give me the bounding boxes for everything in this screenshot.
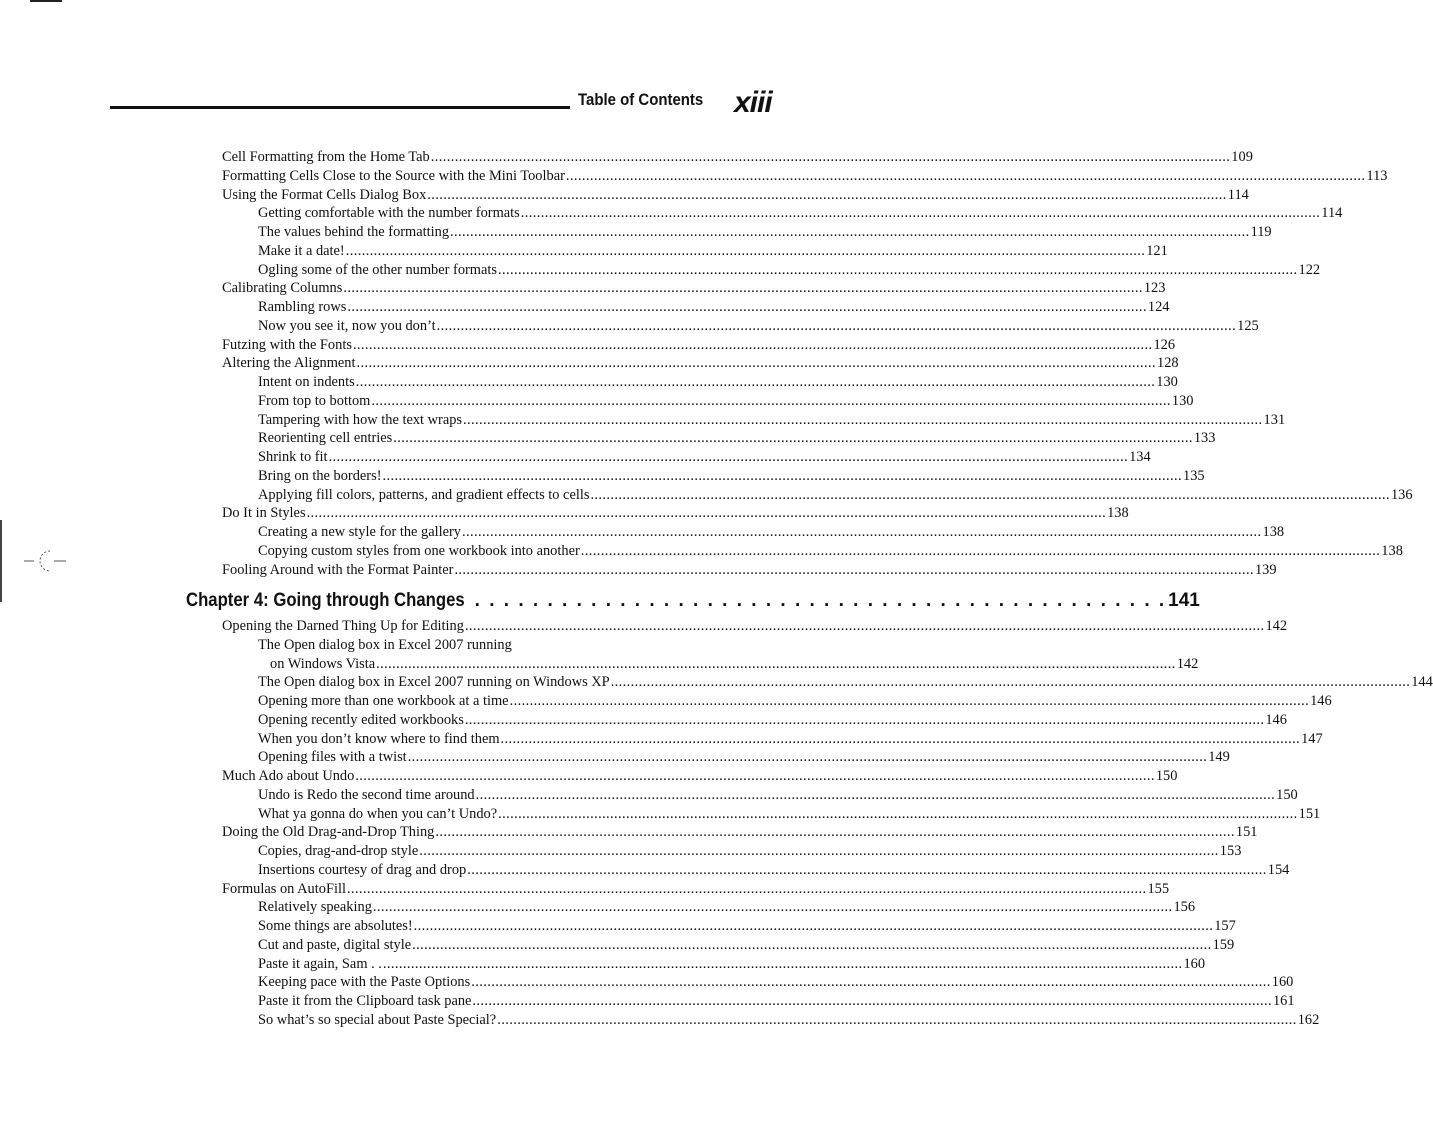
- toc-entry-title: Formatting Cells Close to the Source with the Mini Toolbar: [222, 167, 565, 184]
- toc-entry: [258, 730, 1323, 749]
- toc-entry-title: Doing the Old Drag-and-Drop Thing: [222, 824, 435, 841]
- toc-entry-page: 130: [1156, 374, 1178, 390]
- toc-entry-title: Ogling some of the other number formats: [258, 261, 497, 278]
- toc-entry-title: When you don’t know where to find them: [258, 730, 500, 747]
- toc-entry-page: 114: [1321, 205, 1343, 222]
- toc-entry: [258, 298, 1170, 317]
- leader-dots: ........................................................................................................................................................................................................: [565, 167, 1366, 184]
- toc-entry-title: Getting comfortable with the number formats: [258, 205, 520, 222]
- toc-entry: [222, 823, 1258, 842]
- leader-dots: ........................................................................................................................................................................................................: [343, 280, 1143, 297]
- toc-entry-title: Creating a new style for the gallery: [258, 524, 461, 540]
- toc-entry: [258, 223, 1272, 242]
- registration-mark-icon: [24, 548, 66, 574]
- toc-entry-page: 150: [1276, 786, 1298, 803]
- leader-dots: ........................................................................................................................................................................................................: [345, 242, 1146, 259]
- toc-entry-page: 135: [1183, 467, 1205, 484]
- toc-entry: [258, 429, 1216, 448]
- toc-entry-page: 153: [1219, 843, 1242, 859]
- toc-entry-title: So what’s so special about Paste Special?: [258, 1011, 497, 1028]
- toc-entry: [258, 317, 1259, 336]
- toc-entry-page: 155: [1147, 880, 1170, 897]
- toc-entry-title: Some things are absolutes!: [258, 918, 413, 934]
- leader-dots: ........................................................................................................................................................................................................: [382, 955, 1183, 972]
- toc-entry-page: 146: [1310, 693, 1332, 709]
- toc-entry-title: Applying fill colors, patterns, and gradient effects to cells: [258, 486, 590, 503]
- leader-dots: ........................................................................................................................................................................................................: [464, 711, 1265, 728]
- chapter-heading: [186, 588, 1200, 614]
- leader-dots: ........................................................................................................................................................................................................: [464, 618, 1265, 634]
- page-number: xiii: [734, 86, 772, 119]
- leader-dots: ........................................................................................................................................................................................................: [498, 261, 1298, 278]
- toc-entry-title: Formulas on AutoFill: [222, 880, 346, 897]
- leader-dots: ........................................................................................................................................................................................................: [413, 918, 1214, 934]
- toc-entry-title: Relatively speaking: [258, 899, 372, 916]
- toc-entry: [258, 1011, 1320, 1030]
- toc-entry: [222, 354, 1179, 373]
- toc-entry-page: 122: [1298, 261, 1321, 278]
- toc-entry: [222, 148, 1253, 167]
- toc-entry-page: 146: [1265, 711, 1287, 728]
- toc-entry-title: Now you see it, now you don’t: [258, 317, 436, 334]
- leader-dots: ........................................................................................................................................................................................................: [610, 674, 1411, 691]
- toc-entry-page: 162: [1297, 1011, 1320, 1028]
- toc-entry-page: 139: [1254, 561, 1277, 578]
- leader-dots: ........................................................................................................................................................................................................: [450, 224, 1250, 240]
- leader-dots: ........................................................................................................................................................................................................: [419, 843, 1219, 859]
- leader-dots: ........................................................................................................................................................................................................: [376, 655, 1176, 672]
- leader-dots: ........................................................................................................................................................................................................: [471, 974, 1271, 991]
- toc-entry: [270, 655, 1199, 674]
- toc-entry-page: 113: [1366, 167, 1388, 184]
- toc-entry: [258, 448, 1151, 467]
- leader-dots: ........................................................................................................................................................................................................: [436, 317, 1237, 334]
- toc-entry: [258, 242, 1168, 261]
- toc-entry: [258, 992, 1295, 1011]
- toc-entry-page: 151: [1298, 805, 1321, 822]
- toc-entry-title: Paste it from the Clipboard task pane: [258, 993, 472, 1009]
- toc-entry-page: 136: [1390, 486, 1413, 503]
- toc-entry-title: Opening recently edited workbooks: [258, 711, 464, 728]
- toc-entry: [258, 917, 1236, 936]
- toc-entry-page: 144: [1411, 674, 1433, 691]
- leader-dots: ........................................................................................................................................................................................................: [427, 186, 1227, 203]
- toc-entry: [222, 561, 1277, 580]
- toc-entry-page: 159: [1212, 936, 1235, 953]
- toc-entry-page: 149: [1208, 749, 1230, 766]
- toc-entry: [258, 542, 1403, 561]
- leader-dots: ........................................................................................................................................................................................................: [509, 693, 1310, 709]
- toc-entry-title: Opening the Darned Thing Up for Editing: [222, 618, 464, 634]
- toc-entry-title: Paste it again, Sam . .: [258, 955, 382, 972]
- toc-entry-title: Cut and paste, digital style: [258, 936, 412, 953]
- leader-dots: ........................................................................................................................................................................................................: [462, 524, 1262, 540]
- toc-entry-title: Fooling Around with the Format Painter: [222, 561, 454, 578]
- toc-entry: [258, 692, 1332, 711]
- leader-dots: ........................................................................................................................................................................................................: [520, 205, 1321, 222]
- toc-entry: [258, 861, 1290, 880]
- toc-entry-page: 134: [1129, 449, 1151, 465]
- leader-dots: ........................................................................................................................................................................................................: [467, 861, 1267, 878]
- leader-dots: ........................................................................................................................................................................................................: [352, 336, 1153, 353]
- running-header-title: Table of Contents: [578, 90, 704, 109]
- toc-entry: [222, 279, 1166, 298]
- leader-dots: ........................................................................................................................................................................................................: [580, 542, 1381, 559]
- toc-entry-title: Opening files with a twist: [258, 749, 407, 766]
- toc-entry-title: Copies, drag-and-drop style: [258, 843, 419, 859]
- leader-dots: . . . . . . . . . . . . . . . . . . . . . . . . . . . . . . . . . . . . . . . . . . . . . . . .: [474, 590, 1167, 611]
- toc-entry-title: Bring on the borders!: [258, 467, 382, 484]
- leader-dots: ........................................................................................................................................................................................................: [355, 374, 1156, 390]
- toc-entry: [222, 186, 1249, 205]
- toc-entry-page: 161: [1272, 993, 1295, 1009]
- toc-entry: [258, 467, 1205, 486]
- toc-entry-page: 147: [1301, 730, 1323, 747]
- toc-entry-title: Insertions courtesy of drag and drop: [258, 861, 467, 878]
- toc-entry-page: 123: [1143, 280, 1166, 297]
- leader-dots: ........................................................................................................................................................................................................: [435, 824, 1235, 841]
- toc-entry: [258, 786, 1298, 805]
- toc-entry: [258, 204, 1343, 223]
- toc-entry-page: 138: [1262, 524, 1285, 540]
- toc-entry-title: The Open dialog box in Excel 2007 running: [258, 636, 512, 653]
- toc-entry-title: Keeping pace with the Paste Options: [258, 974, 471, 991]
- toc-entry-title: What ya gonna do when you can’t Undo?: [258, 805, 498, 822]
- toc-entry-title: Shrink to fit: [258, 449, 328, 465]
- toc-entry-title: on Windows Vista: [270, 655, 376, 672]
- toc-entry: [258, 936, 1235, 955]
- toc-entry: [258, 748, 1230, 767]
- leader-dots: ........................................................................................................................................................................................................: [372, 899, 1173, 916]
- toc-entry: [258, 955, 1206, 974]
- toc-entry-title: Reorienting cell entries: [258, 430, 393, 447]
- toc-entry: [258, 636, 701, 655]
- leader-dots: ........................................................................................................................................................................................................: [407, 749, 1208, 766]
- leader-dots: ........................................................................................................................................................................................................: [382, 467, 1183, 484]
- toc-entry-page: 142: [1265, 618, 1288, 634]
- toc-entry-title: Intent on indents: [258, 374, 355, 390]
- toc-entry-title: The values behind the formatting: [258, 224, 450, 240]
- toc-entry-title: Futzing with the Fonts: [222, 336, 352, 353]
- leader-dots: ........................................................................................................................................................................................................: [306, 505, 1107, 522]
- chapter-page-number: 141: [1168, 590, 1200, 611]
- toc-entry-page: 126: [1153, 336, 1176, 353]
- toc-entry-title: Rambling rows: [258, 299, 347, 315]
- toc-entry-page: 125: [1237, 317, 1259, 334]
- toc-entry: [222, 767, 1178, 786]
- toc-entry: [222, 167, 1388, 186]
- leader-dots: ........................................................................................................................................................................................................: [463, 411, 1263, 428]
- toc-entry-page: 119: [1250, 224, 1272, 240]
- leader-dots: ........................................................................................................................................................................................................: [346, 880, 1147, 897]
- leader-dots: ........................................................................................................................................................................................................: [497, 1011, 1297, 1028]
- toc-entry: [222, 336, 1176, 355]
- leader-dots: ........................................................................................................................................................................................................: [500, 730, 1301, 747]
- toc-entry-page: 130: [1171, 392, 1194, 409]
- toc-entry: [258, 711, 1287, 730]
- toc-entry-page: 156: [1173, 899, 1196, 916]
- chapter-title: Chapter 4: Going through Changes: [186, 590, 465, 611]
- toc-entry-page: 160: [1271, 974, 1294, 991]
- toc-entry-page: 131: [1263, 411, 1286, 428]
- toc-entry: [258, 898, 1196, 917]
- toc-entry-page: 128: [1157, 355, 1179, 372]
- toc-entry-page: 150: [1155, 768, 1178, 784]
- toc-entry-page: 157: [1214, 918, 1236, 934]
- toc-entry-page: 124: [1147, 299, 1170, 315]
- toc-entry-title: Calibrating Columns: [222, 280, 343, 297]
- toc-entry: [258, 673, 1433, 692]
- toc-entry-title: Make it a date!: [258, 242, 345, 259]
- leader-dots: ........................................................................................................................................................................................................: [347, 299, 1147, 315]
- toc-entry: [258, 805, 1321, 824]
- toc-entry: [258, 842, 1242, 861]
- toc-entry: [258, 411, 1286, 430]
- crop-mark-top: [30, 0, 62, 2]
- toc-entry: [258, 373, 1178, 392]
- toc-entry-page: 114: [1227, 186, 1249, 203]
- leader-dots: ........................................................................................................................................................................................................: [472, 993, 1272, 1009]
- toc-entry-page: 160: [1183, 955, 1206, 972]
- toc-entry-page: 133: [1193, 430, 1216, 447]
- toc-entry-title: From top to bottom: [258, 392, 371, 409]
- toc-entry-page: 121: [1146, 242, 1168, 259]
- leader-dots: ........................................................................................................................................................................................................: [454, 561, 1254, 578]
- leader-dots: ........................................................................................................................................................................................................: [498, 805, 1298, 822]
- header-rule: [110, 106, 570, 109]
- toc-entry: [258, 523, 1285, 542]
- toc-entry-title: The Open dialog box in Excel 2007 running on Windows XP: [258, 674, 610, 691]
- toc-entry: [222, 880, 1170, 899]
- toc-entry: [258, 261, 1321, 280]
- toc-entry-page: 151: [1235, 824, 1258, 841]
- toc-entry-title: Do It in Styles: [222, 505, 306, 522]
- toc-entry-page: 138: [1107, 505, 1129, 522]
- toc-entry-title: Opening more than one workbook at a time: [258, 693, 509, 709]
- toc-entry-title: Tampering with how the text wraps: [258, 411, 463, 428]
- toc-entry-page: 154: [1267, 861, 1290, 878]
- leader-dots: ........................................................................................................................................................................................................: [430, 149, 1231, 165]
- toc-entry-title: Altering the Alignment: [222, 355, 356, 372]
- toc-entry-title: Much Ado about Undo: [222, 768, 355, 784]
- leader-dots: ........................................................................................................................................................................................................: [371, 392, 1171, 409]
- crop-mark-left: [0, 520, 2, 602]
- leader-dots: ........................................................................................................................................................................................................: [475, 786, 1276, 803]
- toc-entry-page: 142: [1176, 655, 1199, 672]
- leader-dots: ........................................................................................................................................................................................................: [393, 430, 1193, 447]
- toc-entry: [222, 617, 1288, 636]
- toc-entry: [258, 486, 1413, 505]
- toc-entry-page: 109: [1231, 149, 1253, 165]
- toc-entry-title: Cell Formatting from the Home Tab: [222, 149, 430, 165]
- leader-dots: ........................................................................................................................................................................................................: [328, 449, 1129, 465]
- toc-entry-page: 138: [1381, 542, 1403, 559]
- toc-entry: [258, 973, 1294, 992]
- toc-entry: [222, 504, 1129, 523]
- toc-entry: [258, 392, 1194, 411]
- leader-dots: ........................................................................................................................................................................................................: [356, 355, 1157, 372]
- toc-entry-title: Undo is Redo the second time around: [258, 786, 475, 803]
- leader-dots: ........................................................................................................................................................................................................: [355, 768, 1155, 784]
- toc-entry-title: Copying custom styles from one workbook into another: [258, 542, 580, 559]
- leader-dots: ........................................................................................................................................................................................................: [412, 936, 1212, 953]
- toc-entry-title: Using the Format Cells Dialog Box: [222, 186, 427, 203]
- leader-dots: ........................................................................................................................................................................................................: [590, 486, 1390, 503]
